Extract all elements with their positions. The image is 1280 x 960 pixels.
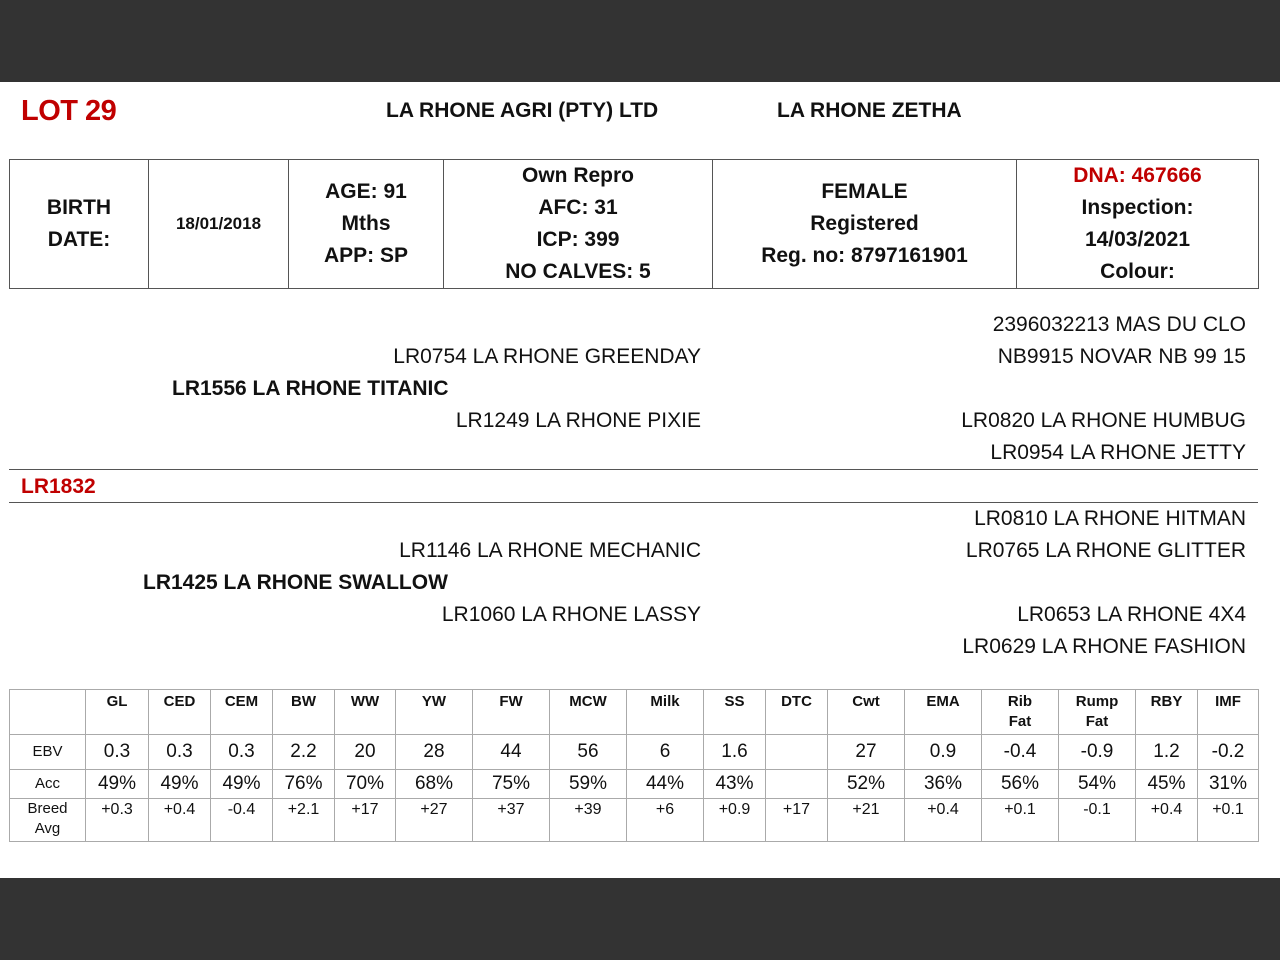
ebv-cell: +17 [335,799,396,842]
lot-number: LOT 29 [21,95,117,127]
accuracy-row [10,770,1259,799]
repro-title: Own Repro [521,164,634,187]
ebv-row [10,735,1259,770]
ebv-cell: 0.3 [149,735,211,770]
ebv-column-header: FW [473,690,550,735]
pedigree-sire-dam-dam: LR0954 LA RHONE JETTY [990,441,1246,464]
ebv-cell: 31% [1198,770,1259,799]
ebv-column-header: GL [86,690,149,735]
ebv-cell [766,735,828,770]
ebv-column-header: Milk [627,690,704,735]
pedigree-dam-sire-sire: LR0810 LA RHONE HITMAN [974,507,1246,530]
ebv-cell: 43% [704,770,766,799]
ebv-column-header: BW [273,690,335,735]
ebv-cell: 45% [1136,770,1198,799]
pedigree-divider-top [9,469,1258,470]
ebv-cell: +0.1 [982,799,1059,842]
ebv-cell: 49% [211,770,273,799]
dna-value: DNA: 467666 [1073,164,1202,187]
breed-average-row [10,799,1259,842]
ebv-column-header: CED [149,690,211,735]
ebv-column-header: IMF [1198,690,1259,735]
ebv-cell: +2.1 [273,799,335,842]
pedigree-dam-sire-dam: LR0765 LA RHONE GLITTER [965,539,1246,562]
age-cell [289,160,444,289]
bottom-frame-bar [0,878,1280,960]
owner-name: LA RHONE AGRI (PTY) LTD [386,99,659,122]
ebv-column-header: Rib Fat [982,690,1059,735]
sex-value: FEMALE [821,180,908,203]
row-label: EBV [10,735,86,770]
ebv-cell: 36% [905,770,982,799]
pedigree-divider-bottom [9,502,1258,503]
ebv-column-header: WW [335,690,396,735]
ebv-cell: 54% [1059,770,1136,799]
ebv-cell: +17 [766,799,828,842]
ebv-cell: 44% [627,770,704,799]
pedigree-sire-sire-sire: 2396032213 MAS DU CLO [992,313,1246,336]
ebv-cell: 0.9 [905,735,982,770]
ebv-column-header: MCW [550,690,627,735]
ebv-cell: +6 [627,799,704,842]
repro-cell [444,160,713,289]
registration-cell [713,160,1017,289]
birth-date-value: 18/01/2018 [149,160,289,289]
ebv-cell: 49% [149,770,211,799]
animal-info-table [9,159,1259,289]
calves-value: NO CALVES: 5 [505,260,651,283]
ebv-cell: +0.9 [704,799,766,842]
ebv-cell [766,770,828,799]
ebv-cell: 68% [396,770,473,799]
ebv-column-header: EMA [905,690,982,735]
ebv-cell: +37 [473,799,550,842]
colour-label: Colour: [1100,260,1175,283]
ebv-cell: +0.1 [1198,799,1259,842]
pedigree-sire-dam-sire: LR0820 LA RHONE HUMBUG [961,409,1246,432]
ebv-cell: 44 [473,735,550,770]
birth-date-label: BIRTH DATE: [10,160,149,289]
ebv-cell: 1.2 [1136,735,1198,770]
ebv-cell: 6 [627,735,704,770]
registration-status: Registered [810,212,919,235]
ebv-column-header: Rump Fat [1059,690,1136,735]
ebv-cell: -0.9 [1059,735,1136,770]
ebv-cell: +27 [396,799,473,842]
ebv-cell: 52% [828,770,905,799]
pedigree-sire-dam: LR1249 LA RHONE PIXIE [455,409,701,432]
ebv-cell: -0.4 [211,799,273,842]
ebv-column-header: Cwt [828,690,905,735]
ebv-column-header: DTC [766,690,828,735]
app-value: APP: SP [323,244,409,267]
ebv-cell: 1.6 [704,735,766,770]
registration-number: Reg. no: 8797161901 [761,244,968,267]
age-value: AGE: 91 [325,180,407,203]
pedigree-sire-sire: LR0754 LA RHONE GREENDAY [393,345,701,368]
ebv-table [9,689,1259,842]
ebv-cell: 56% [982,770,1059,799]
ebv-cell: 28 [396,735,473,770]
ebv-cell: 49% [86,770,149,799]
ebv-cell: +39 [550,799,627,842]
ebv-cell: 0.3 [211,735,273,770]
inspection-label: Inspection: [1081,196,1194,219]
icp-value: ICP: 399 [536,228,620,251]
ebv-cell: 2.2 [273,735,335,770]
pedigree-dam: LR1425 LA RHONE SWALLOW [143,571,448,594]
ebv-column-header: SS [704,690,766,735]
pedigree-dam-sire: LR1146 LA RHONE MECHANIC [399,539,701,562]
pedigree-sire-sire-dam: NB9915 NOVAR NB 99 15 [997,345,1246,368]
ebv-cell: +0.4 [1136,799,1198,842]
ebv-cell: -0.2 [1198,735,1259,770]
ebv-cell: 56 [550,735,627,770]
ebv-cell: -0.4 [982,735,1059,770]
dna-inspection-cell [1017,160,1259,289]
inspection-date: 14/03/2021 [1084,228,1191,251]
ebv-cell: +0.4 [149,799,211,842]
ebv-cell: 0.3 [86,735,149,770]
ebv-column-header: RBY [1136,690,1198,735]
ebv-column-header: YW [396,690,473,735]
ebv-cell: 20 [335,735,396,770]
pedigree-dam-dam-sire: LR0653 LA RHONE 4X4 [1017,603,1246,626]
ebv-cell: 70% [335,770,396,799]
animal-id: LR1832 [21,475,96,498]
ebv-cell: 76% [273,770,335,799]
pedigree-sire: LR1556 LA RHONE TITANIC [172,377,449,400]
ebv-cell: -0.1 [1059,799,1136,842]
ebv-cell: +21 [828,799,905,842]
ebv-column-header: CEM [211,690,273,735]
afc-value: AFC: 31 [538,196,618,219]
animal-name: LA RHONE ZETHA [777,99,962,122]
ebv-cell: 59% [550,770,627,799]
ebv-corner-cell [10,690,86,735]
ebv-cell: 75% [473,770,550,799]
ebv-cell: +0.3 [86,799,149,842]
age-unit: Mths [341,212,391,235]
pedigree-dam-dam: LR1060 LA RHONE LASSY [441,603,701,626]
ebv-cell: 27 [828,735,905,770]
top-frame-bar [0,0,1280,82]
row-label: Acc [10,770,86,799]
row-label: Breed Avg [10,799,86,842]
ebv-cell: +0.4 [905,799,982,842]
pedigree-dam-dam-dam: LR0629 LA RHONE FASHION [962,635,1246,658]
